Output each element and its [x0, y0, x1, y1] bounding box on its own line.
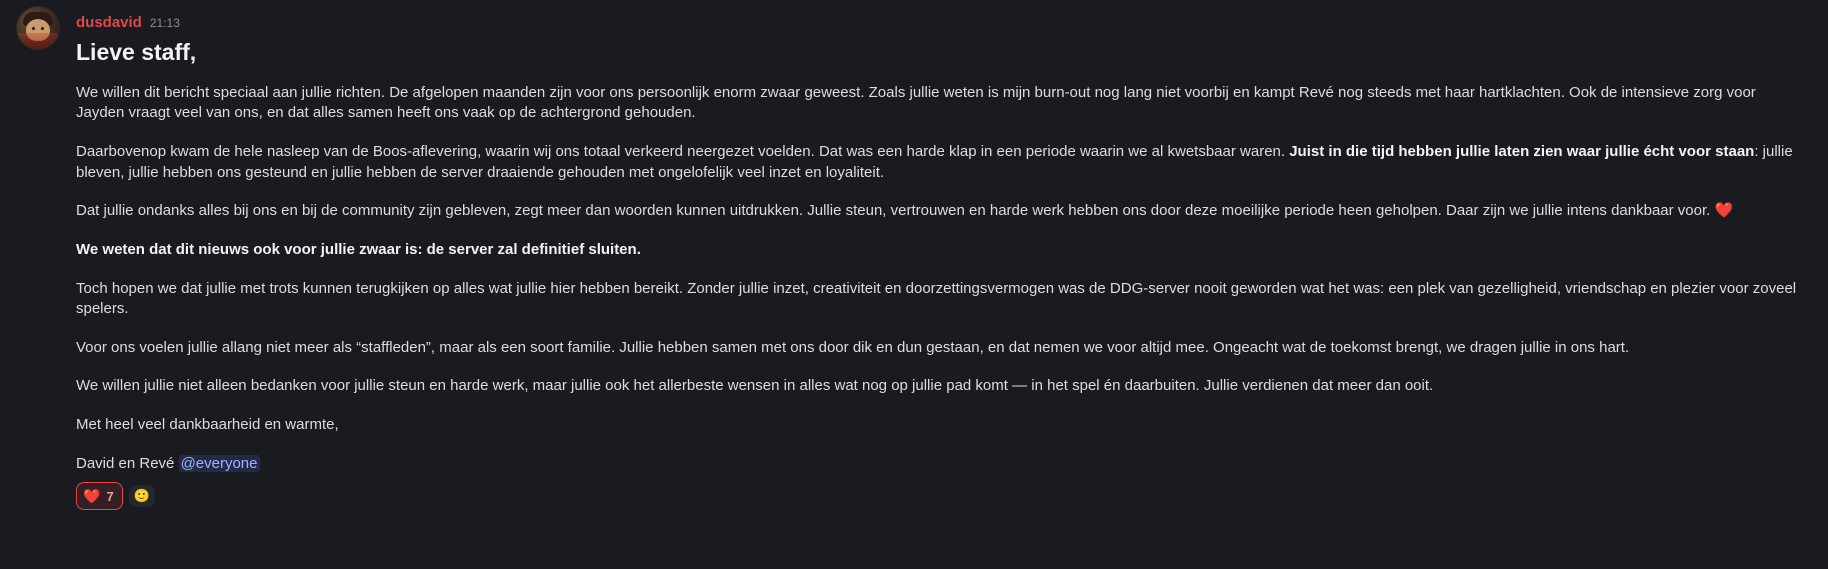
reaction-bar: [76, 482, 1804, 510]
signature-text: David en Revé: [76, 454, 179, 472]
mention-everyone[interactable]: @everyone: [180, 454, 258, 472]
paragraph-run: We willen jullie niet alleen bedanken voor jullie steun en harde werk, maar jullie ook het allerbeste wensen in alles wat nog op jullie pad komt — in het spel én daarbuiten. Jullie verdienen dat meer dan ooit.: [76, 377, 1434, 395]
heart-icon: ❤️: [83, 488, 101, 505]
paragraph-bold-run: Juist in die tijd hebben jullie laten zien waar jullie écht voor staan: [1289, 143, 1755, 160]
reaction-count: 7: [106, 488, 114, 504]
paragraph: [76, 201, 1804, 222]
reaction-heart[interactable]: [76, 482, 123, 510]
message-signature: [76, 454, 1804, 475]
paragraph: [76, 240, 1804, 261]
paragraph: [76, 376, 1804, 397]
message-body: [76, 83, 1804, 436]
add-reaction-icon[interactable]: 🙂: [129, 485, 155, 507]
paragraph-run: Met heel veel dankbaarheid en warmte,: [76, 416, 339, 433]
paragraph: [76, 279, 1804, 320]
paragraph-run: : jullie bleven, jullie hebben ons gesteund en jullie hebben de server draaiende gehouden met ongelofelijk veel inzet en loyaliteit.: [76, 143, 1793, 181]
message-author[interactable]: dusdavid: [76, 14, 142, 31]
paragraph-run: Voor ons voelen jullie allang niet meer als “staffleden”, maar als een soort familie. Jullie hebben samen met ons door dik en dun gestaan, en dat nemen we voor altijd mee. Ongeacht wat de toekomst brengt, we dragen jullie in ons hart.: [76, 338, 1630, 356]
avatar-glow: [17, 33, 59, 49]
avatar-eye-left: [32, 27, 35, 30]
avatar[interactable]: [16, 6, 60, 50]
message-heading: Lieve staff,: [76, 39, 197, 65]
message-timestamp: 21:13: [149, 16, 180, 30]
paragraph-run: Toch hopen we dat jullie met trots kunnen terugkijken op alles wat jullie hier hebben bereikt. Zonder jullie inzet, creativiteit en doorzettingsvermogen was de DDG-server nooit geworden wat het was: een plek van gezelligheid, vriendschap en plezier voor zoveel spelers.: [76, 279, 1797, 318]
paragraph: [76, 83, 1804, 124]
message-header: [76, 14, 1804, 32]
paragraph: [76, 142, 1804, 183]
paragraph: [76, 415, 1804, 436]
avatar-eye-right: [41, 27, 44, 30]
paragraph: [76, 338, 1804, 359]
paragraph-run: Dat jullie ondanks alles bij ons en bij de community zijn gebleven, zegt meer dan woorden kunnen uitdrukken. Jullie steun, vertrouwen en harde werk hebben ons door deze moeilijke periode heen geholpen. Daar zijn we jullie intens dankbaar voor. ❤️: [76, 202, 1734, 220]
paragraph-bold-run: We weten dat dit nieuws ook voor jullie zwaar is: de server zal definitief sluiten.: [76, 240, 641, 258]
paragraph-run: We willen dit bericht speciaal aan jullie richten. De afgelopen maanden zijn voor ons persoonlijk enorm zwaar geweest. Zoals jullie weten is mijn burn-out nog lang niet voorbij en kampt Revé nog steeds met haar hartklachten. Ook de intensieve zorg voor Jayden vraagt veel van ons, en dat alles samen heeft ons vaak op de achtergrond gehouden.: [76, 83, 1756, 122]
paragraph-run: Daarbovenop kwam de hele nasleep van de Boos-aflevering, waarin wij ons totaal verkeerd neergezet voelden. Dat was een harde klap in een periode waarin we al kwetsbaar waren.: [76, 143, 1290, 160]
